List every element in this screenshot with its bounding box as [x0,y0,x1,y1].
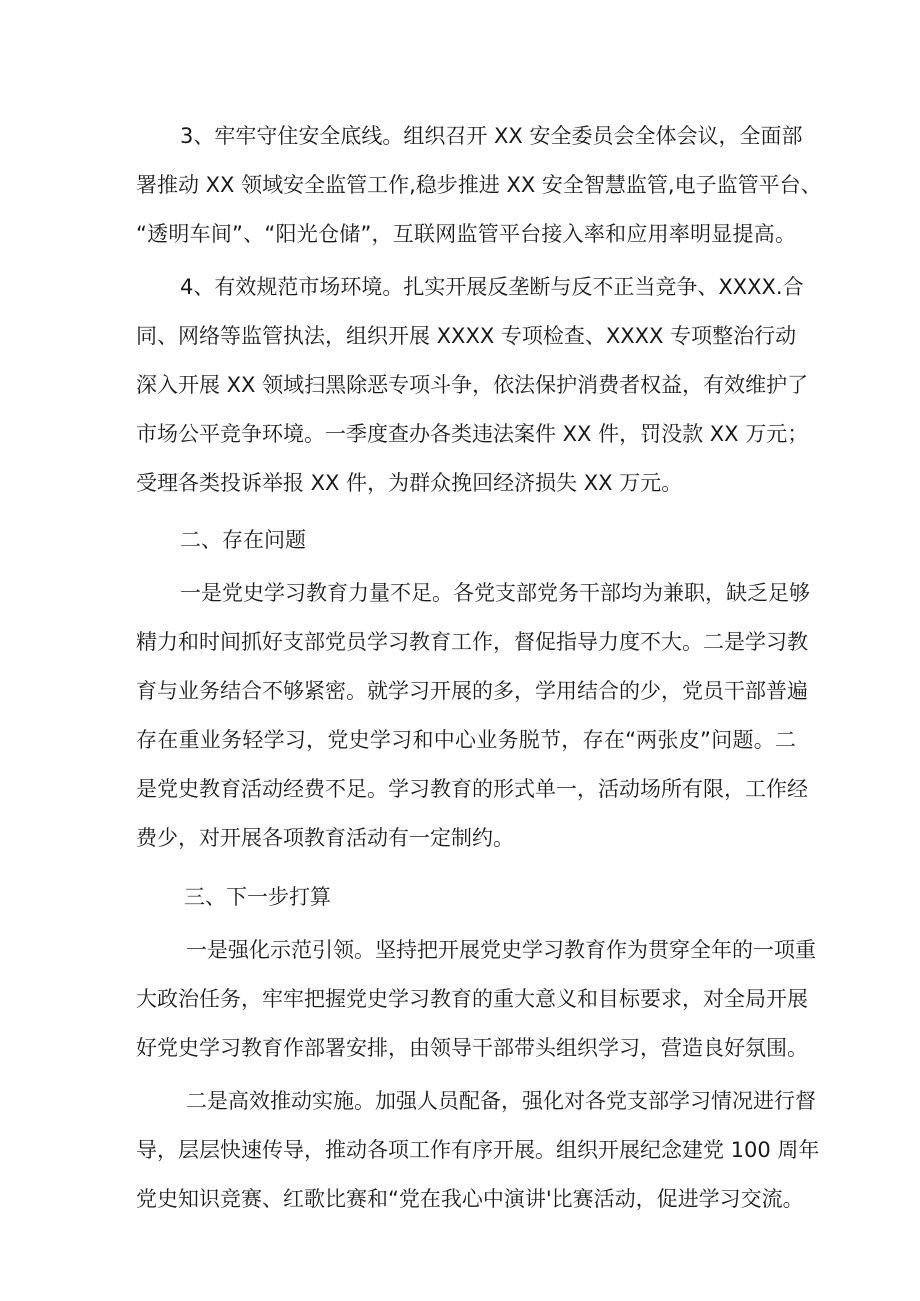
text-line: 党史知识竞赛、红歌比赛和“党在我心中演讲'比赛活动，促进学习交流。 [136,1187,804,1211]
text-line: 好党史学习教育作部署安排，由领导干部带头组织学习，营造良好氛围。 [136,1036,808,1060]
text-line: 精力和时间抓好支部党员学习教育工作，督促指导力度不大。二是学习教 [136,630,808,654]
text-line: 费少，对开展各项教育活动有一定制约。 [136,826,514,850]
text-line: 是党史教育活动经费不足。学习教育的形式单一，活动场所有限，工作经 [136,777,808,801]
text-line: 一是党史学习教育力量不足。各党支部党务干部均为兼职，缺乏足够 [180,581,810,605]
text-line: 一是强化示范引领。坚持把开展党史学习教育作为贯穿全年的一项重 [186,938,816,962]
text-line: 市场公平竞争环境。一季度查办各类违法案件 XX 件，罚没款 XX 万元； [136,422,809,446]
text-line: 导，层层快速传导，推动各项工作有序开展。组织开展纪念建党 100 周年 [136,1138,820,1162]
text-line: 大政治任务，牢牢把握党史学习教育的重大意义和目标要求，对全局开展 [136,987,808,1011]
text-line: 同、网络等监管执法，组织开展 XXXX 专项检查、XXXX 专项整治行动 [136,324,797,348]
text-line: 受理各类投诉举报 XX 件，为群众挽回经济损失 XX 万元。 [136,471,683,495]
text-line: 育与业务结合不够紧密。就学习开展的多，学用结合的少，党员干部普遍 [136,679,808,703]
document-body [136,112,822,1224]
text-line: 二、存在问题 [180,528,306,552]
text-line: 三、下一步打算 [184,885,331,909]
text-line: “透明车间”、“阳光仓储”，互联网监管平台接入率和应用率明显提高。 [136,222,796,246]
text-line: 深入开展 XX 领域扫黑除恶专项斗争，依法保护消费者权益，有效维护了 [136,373,809,397]
text-line: 署推动 XX 领域安全监管工作,稳步推进 XX 安全智慧监管,电子监管平台、 [136,173,822,197]
text-line: 二是高效推动实施。加强人员配备，强化对各党支部学习情况进行督 [186,1089,816,1113]
text-line: 3、牢牢守住安全底线。组织召开 XX 安全委员会全体会议，全面部 [180,124,803,148]
text-line: 存在重业务轻学习，党史学习和中心业务脱节，存在“两张皮”问题。二 [136,728,796,752]
text-line: 4、有效规范市场环境。扎实开展反垄断与反不正当竞争、XXXX.合 [180,275,804,299]
